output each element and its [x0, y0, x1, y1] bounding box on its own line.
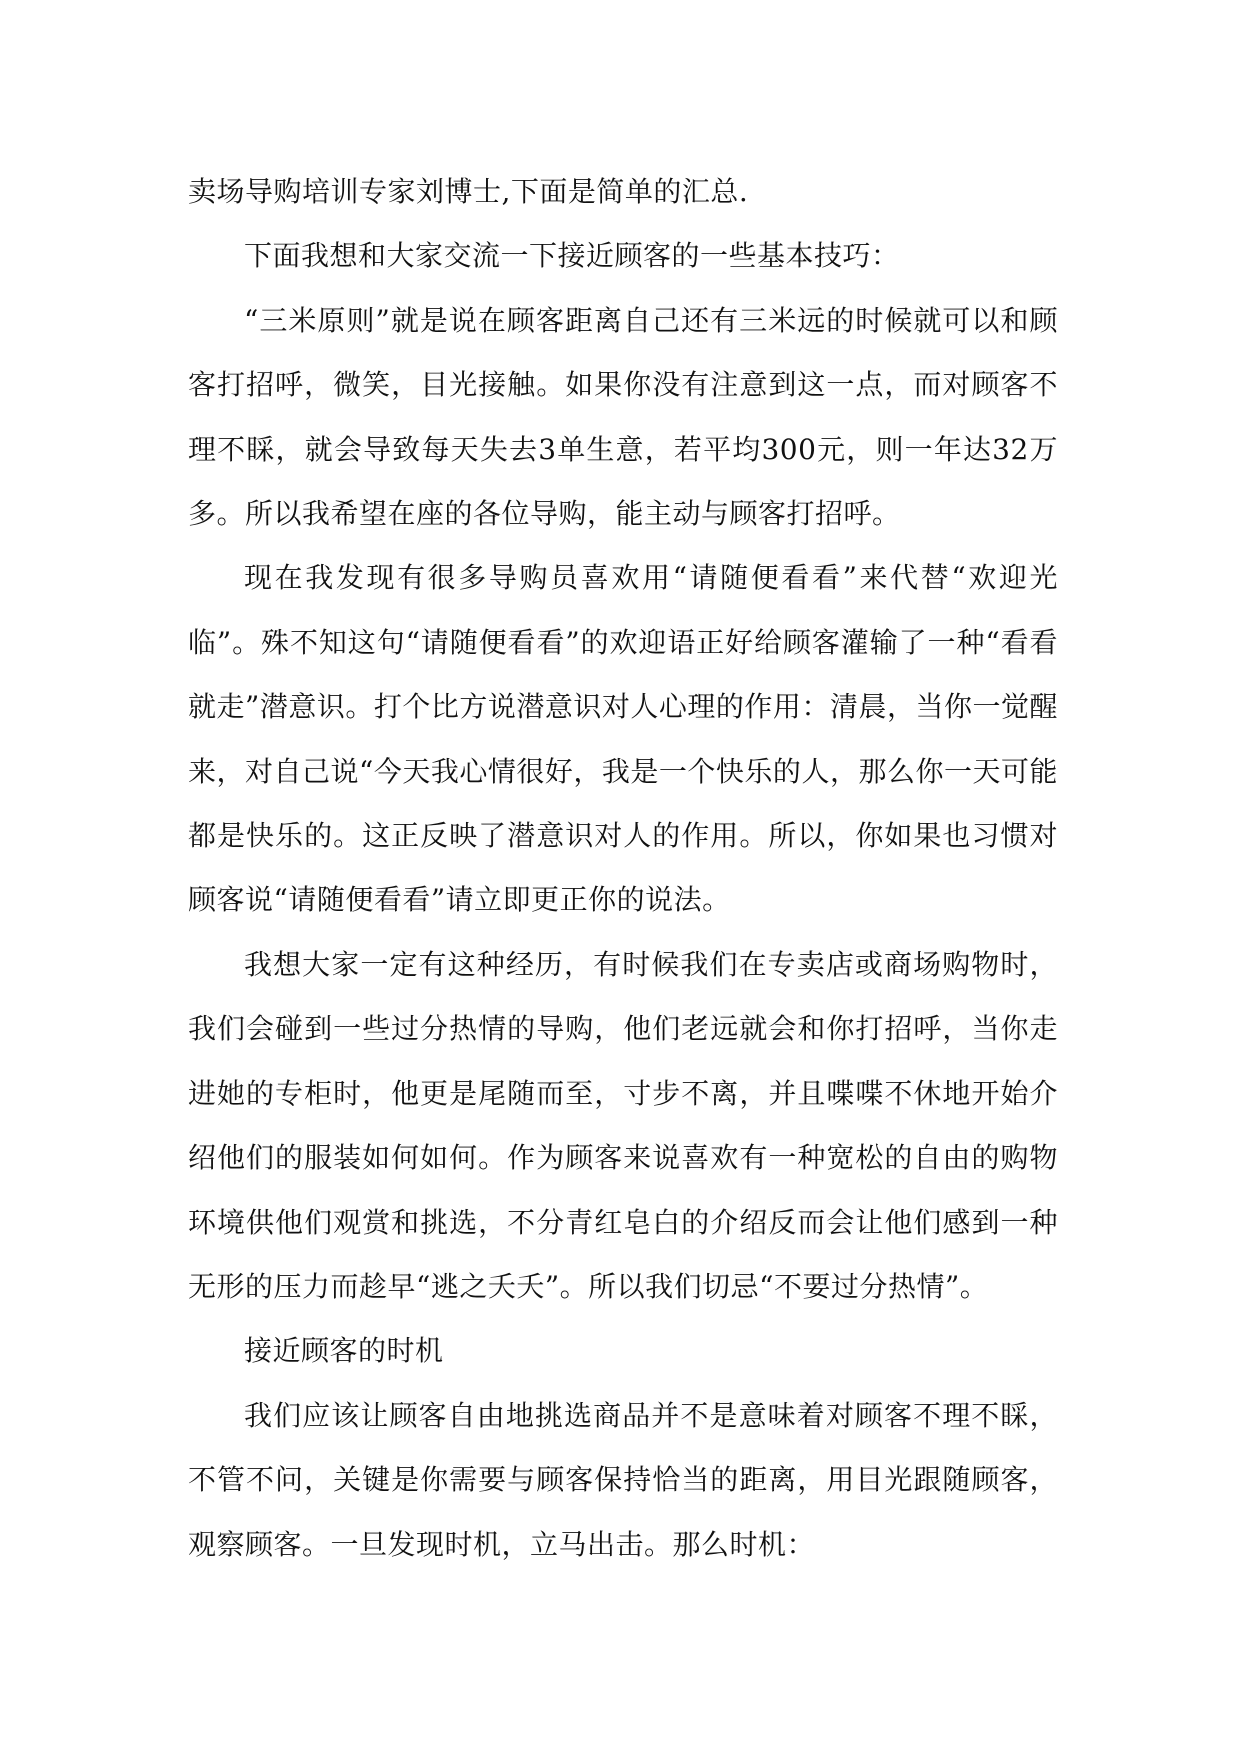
paragraph-basic-skills: 下面我想和大家交流一下接近顾客的一些基本技巧：: [244, 239, 900, 273]
paragraph-intro: 卖场导购培训专家刘博士,下面是简单的汇总.: [188, 175, 749, 208]
paragraph-timing: 我们应该让顾客自由地挑选商品并不是意味着对顾客不理不睬，不管不问，关键是你需要与顾客保持恰当的距离，用目光跟随顾客，观察顾客。一旦发现时机，立马出击。那么时机：: [188, 1398, 1058, 1561]
document-body: [188, 160, 1058, 1577]
paragraph-three-meter-rule: “三米原则”就是说在顾客距离自己还有三米远的时候就可以和顾客打招呼，微笑，目光接触。如果你没有注意到这一点，而对顾客不理不睬，就会导致每天失去3单生意，若平均300元，则一年达32万多。所以我希望在座的各位导购，能主动与顾客打招呼。: [188, 303, 1058, 531]
paragraph-greeting-wording: 现在我发现有很多导购员喜欢用“请随便看看”来代替“欢迎光临”。殊不知这句“请随便看看”的欢迎语正好给顾客灌输了一种“看看就走”潜意识。打个比方说潜意识对人心理的作用：清晨，当你一觉醒来，对自己说“今天我心情很好，我是一个快乐的人，那么你一天可能都是快乐的。这正反映了潜意识对人的作用。所以，你如果也习惯对顾客说“请随便看看”请立即更正你的说法。: [188, 561, 1058, 917]
paragraph-overenthusiasm: 我想大家一定有这种经历，有时候我们在专卖店或商场购物时，我们会碰到一些过分热情的导购，他们老远就会和你打招呼，当你走进她的专柜时，他更是尾随而至，寸步不离，并且喋喋不休地开始介绍他们的服装如何如何。作为顾客来说喜欢有一种宽松的自由的购物环境供他们观赏和挑选，不分青红皂白的介绍反而会让他们感到一种无形的压力而趁早“逃之夭夭”。所以我们切忌“不要过分热情”。: [188, 947, 1058, 1303]
section-heading-timing: 接近顾客的时机: [244, 1334, 444, 1368]
